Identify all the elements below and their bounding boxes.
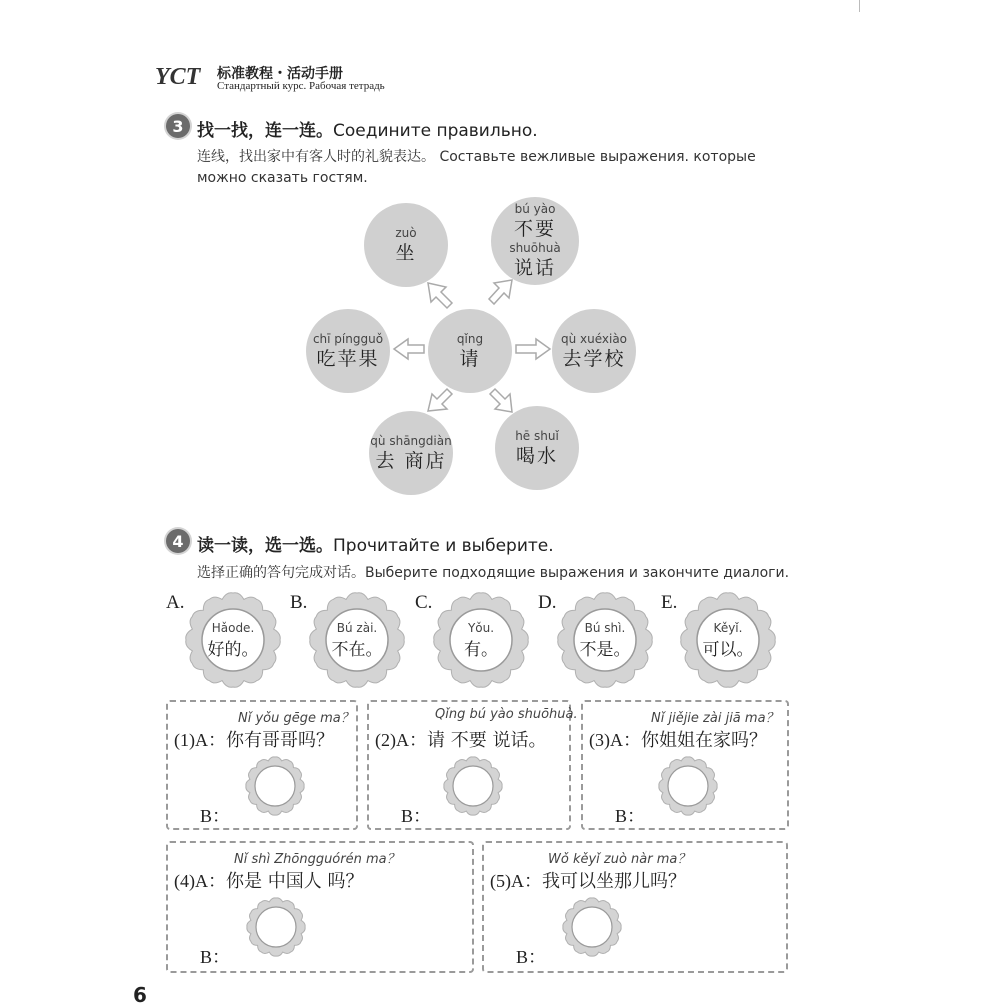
- arrow-to-he-shui: [490, 389, 512, 412]
- dialogue-a-label: A：: [195, 871, 226, 891]
- option-pinyin: Yǒu.: [467, 620, 495, 635]
- option-hanzi: 有。: [464, 639, 498, 660]
- circle-hanzi: 去 商店: [375, 449, 447, 472]
- dialogue-question-text: 你是 中国人 吗？: [226, 871, 364, 892]
- circle-pinyin: qù xuéxiào: [560, 331, 628, 346]
- circle-qu-xuexiao[interactable]: [552, 309, 636, 393]
- option-d-flower[interactable]: [557, 592, 653, 688]
- slot-center: [255, 766, 295, 806]
- circle-pinyin: qǐng: [456, 331, 484, 346]
- dialogue-pinyin: Qǐng bú yào shuōhuà.: [435, 707, 578, 722]
- dialogue-box-5: [482, 841, 788, 973]
- answer-slot-flower-icon[interactable]: [245, 756, 305, 816]
- dialogue-question: [589, 726, 767, 752]
- circle-hanzi: 喝水: [515, 444, 558, 467]
- circle-pinyin: chī píngguǒ: [312, 331, 384, 346]
- circle-pinyin: bú yào: [514, 202, 556, 216]
- arrow-to-buyao: [489, 280, 512, 304]
- arrow-to-qu-shangdian: [428, 389, 452, 411]
- header-title-ru: Стандартный курс. Рабочая тетрадь: [217, 80, 385, 92]
- dialogue-b-label: B：: [401, 806, 432, 826]
- circle-buyao-shuohua[interactable]: [491, 197, 579, 285]
- circle-hanzi: 坐: [395, 241, 417, 264]
- circle-hanzi: 去学校: [562, 347, 626, 370]
- dialogue-question: [174, 726, 334, 752]
- dialogue-question: [490, 867, 686, 893]
- option-e-flower[interactable]: [680, 592, 776, 688]
- dialogue-b-label: B：: [615, 806, 646, 826]
- section-4-title-ru: Прочитайте и выберите.: [333, 536, 554, 556]
- dialogue-number: (5): [490, 871, 511, 891]
- option-b-flower[interactable]: [309, 592, 405, 688]
- dialogue-b-label: B：: [200, 947, 231, 967]
- section-3-title-ru: Соедините правильно.: [333, 121, 538, 141]
- section-3-instruction-ru-2: можно сказать гостям.: [197, 170, 368, 186]
- section-4-badge: 4: [166, 529, 190, 553]
- answer-slot-flower-icon[interactable]: [443, 756, 503, 816]
- section-3-title: [197, 116, 538, 141]
- option-a-flower[interactable]: [185, 592, 281, 688]
- header-title-cn: 标准教程・活动手册: [217, 66, 343, 82]
- option-pinyin: Bú zài.: [336, 620, 378, 635]
- dialogue-box-3: [581, 700, 789, 830]
- option-d-letter: D.: [538, 592, 557, 613]
- arrow-to-zuo: [428, 283, 452, 308]
- circle-hanzi-2: 说话: [513, 257, 556, 279]
- dialogue-question-text: 你姐姐在家吗？: [641, 730, 767, 751]
- section-4-title-cn: 读一读，选一选。: [197, 536, 333, 556]
- option-pinyin: Hǎode.: [211, 620, 255, 635]
- arrow-to-chi: [394, 339, 424, 359]
- dialogue-b-label: B：: [516, 947, 547, 967]
- option-hanzi: 好的。: [207, 639, 259, 660]
- circle-qu-shangdian[interactable]: [369, 411, 453, 495]
- option-pinyin: Bú shì.: [584, 620, 626, 635]
- circle-pinyin: zuò: [395, 225, 417, 240]
- section-4-instruction-cn: 选择正确的答句完成对话。: [197, 565, 365, 581]
- dialogue-pinyin: Nǐ shì Zhōngguórén ma？: [234, 852, 400, 867]
- dialogue-pinyin: Wǒ kěyǐ zuò nàr ma？: [548, 852, 691, 867]
- circle-hanzi: 不要: [513, 218, 556, 240]
- circle-chi-pingguo[interactable]: [306, 309, 390, 393]
- answer-slot-flower-icon[interactable]: [658, 756, 718, 816]
- page-number: 6: [133, 983, 147, 1007]
- option-c-flower[interactable]: [433, 592, 529, 688]
- section-4-title: [197, 531, 554, 556]
- option-b-letter: B.: [290, 592, 308, 613]
- dialogue-number: (4): [174, 871, 195, 891]
- circle-he-shui[interactable]: [495, 406, 579, 490]
- dialogue-question-text: 我可以坐那儿吗？: [542, 871, 686, 892]
- dialogue-box-2: [367, 700, 578, 830]
- dialogue-a-label: A：: [511, 871, 542, 891]
- circle-pinyin: hē shuǐ: [515, 428, 559, 443]
- circle-hanzi: 请: [459, 347, 481, 370]
- dialogue-b-label: B：: [200, 806, 231, 826]
- yct-logo-icon: [153, 62, 213, 90]
- arrow-to-qu-xuexiao: [516, 339, 550, 359]
- dialogue-a-label: A：: [610, 730, 641, 750]
- section-4-instruction-ru: Выберите подходящие выражения и закончите диалоги.: [365, 565, 790, 581]
- dialogue-box-4: [166, 841, 474, 973]
- option-c-letter: C.: [415, 592, 433, 613]
- dialogue-number: (2): [375, 730, 396, 750]
- option-hanzi: 可以。: [702, 639, 754, 660]
- dialogue-question-text: 请 不要 说话。: [427, 730, 547, 751]
- section-3-instruction-cn: 连线，找出家中有客人时的礼貌表达。: [197, 149, 435, 165]
- slot-center: [256, 907, 296, 947]
- circle-pinyin: qù shāngdiàn: [370, 433, 452, 448]
- dialogue-question: [375, 726, 546, 752]
- dialogue-a-label: A：: [396, 730, 427, 750]
- dialogue-number: (3): [589, 730, 610, 750]
- dialogue-question: [174, 867, 363, 893]
- option-pinyin: Kěyǐ.: [713, 620, 743, 635]
- dialogue-pinyin: Nǐ yǒu gēge ma？: [238, 711, 354, 726]
- option-hanzi: 不是。: [579, 639, 631, 660]
- option-a-letter: A.: [166, 592, 185, 613]
- section-3-instruction: [197, 147, 797, 189]
- circle-hanzi: 吃苹果: [316, 347, 380, 370]
- dialogue-number: (1): [174, 730, 195, 750]
- dialogue-a-label: A：: [195, 730, 226, 750]
- answer-slot-flower-icon[interactable]: [562, 897, 622, 957]
- circle-pinyin-2: shuōhuà: [509, 241, 561, 255]
- svg-text:YCT: YCT: [155, 64, 201, 90]
- page-edge-line: [859, 0, 860, 12]
- section-3-badge: 3: [166, 114, 190, 138]
- slot-center: [668, 766, 708, 806]
- section-4-instruction: [197, 563, 837, 584]
- slot-center: [572, 907, 612, 947]
- option-hanzi: 不在。: [331, 639, 383, 660]
- section-3-instruction-ru-1: Составьте вежливые выражения. которые: [439, 149, 756, 165]
- dialogue-question-text: 你有哥哥吗？: [226, 730, 334, 751]
- circle-zuo[interactable]: [364, 203, 448, 287]
- circle-center-qing[interactable]: [428, 309, 512, 393]
- dialogue-box-1: [166, 700, 358, 830]
- answer-slot-flower-icon[interactable]: [246, 897, 306, 957]
- dialogue-pinyin: Nǐ jiějie zài jiā ma？: [651, 711, 779, 726]
- slot-center: [453, 766, 493, 806]
- option-e-letter: E.: [661, 592, 678, 613]
- section-3-title-cn: 找一找，连一连。: [197, 121, 333, 141]
